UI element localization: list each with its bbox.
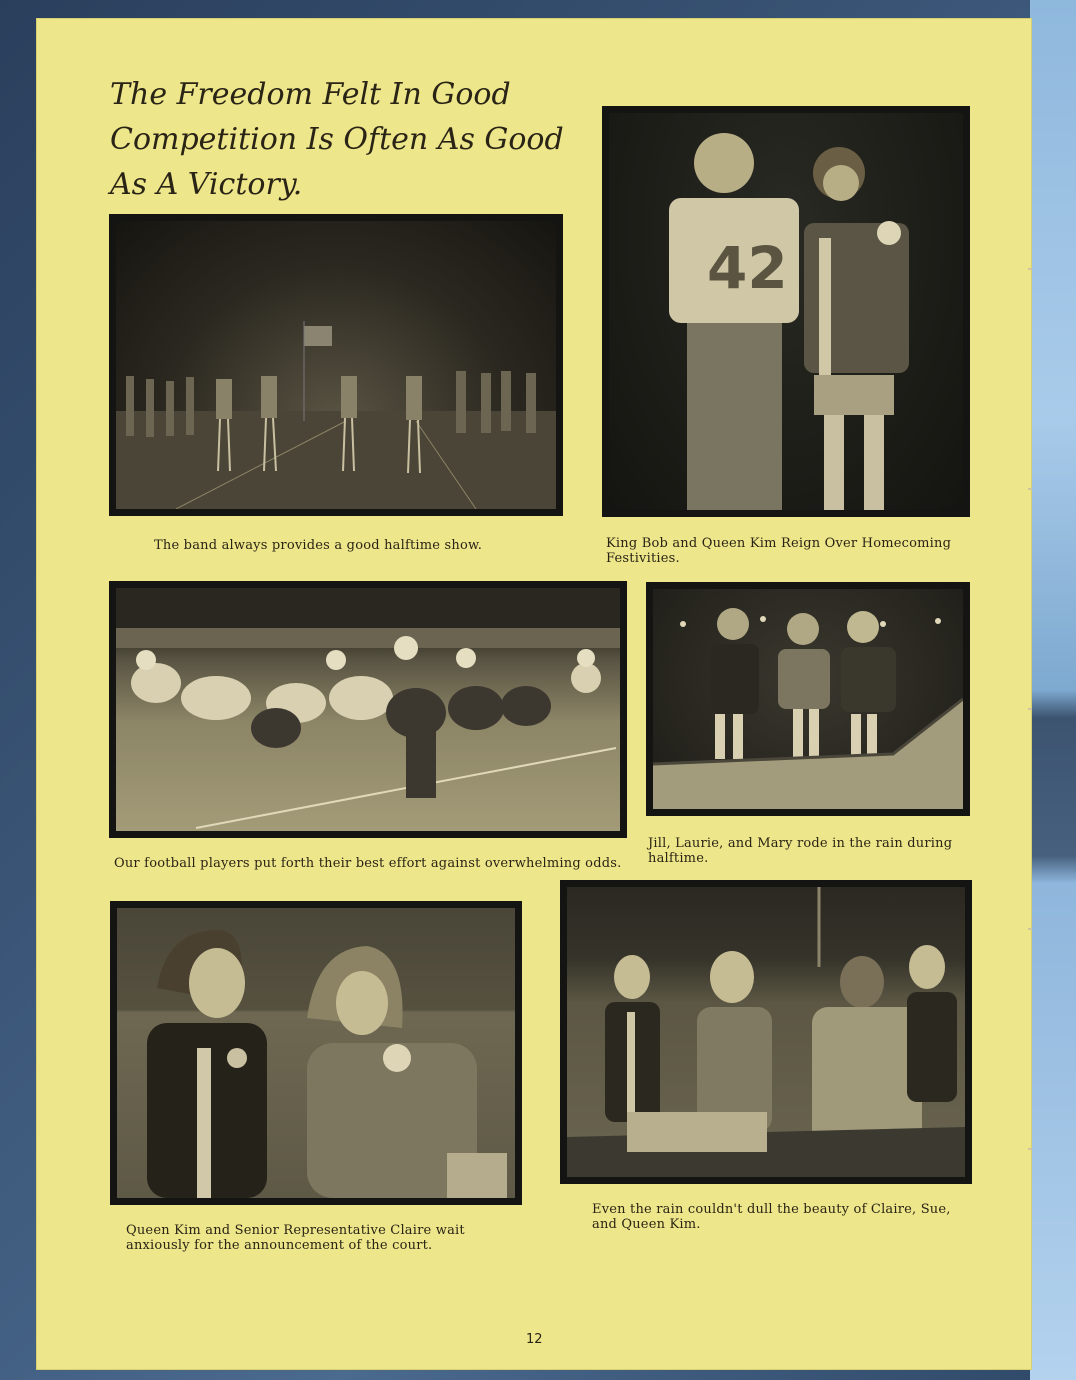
football-photo <box>109 581 627 838</box>
right-edge-strip <box>1030 0 1076 1380</box>
page-title: The Freedom Felt In Good Competition Is Often As Good As A Victory. <box>110 77 564 202</box>
binding-stitch <box>1028 268 1032 270</box>
binding-stitch <box>1028 928 1032 930</box>
car-ride-caption: Jill, Laurie, and Mary rode in the rain during halftime. <box>648 836 953 866</box>
car-ride-photo <box>646 582 970 816</box>
jersey-number: 42 <box>707 234 788 302</box>
queen-claire-photo-image <box>117 908 515 1198</box>
king-queen-caption: King Bob and Queen Kim Reign Over Homecoming Festivities. <box>606 536 952 566</box>
car-ride-photo-image <box>653 589 963 809</box>
king-queen-photo <box>602 106 970 517</box>
king-queen-photo-image <box>609 113 963 510</box>
band-photo <box>109 214 563 516</box>
queen-claire-caption: Queen Kim and Senior Representative Claire wait anxiously for the announcement of the court. <box>126 1223 465 1253</box>
rain-photo-image <box>567 887 965 1177</box>
football-photo-image <box>116 588 620 831</box>
football-caption: Our football players put forth their best effort against overwhelming odds. <box>114 856 622 871</box>
binding-stitch <box>1028 708 1032 710</box>
rain-caption: Even the rain couldn't dull the beauty of Claire, Sue, and Queen Kim. <box>592 1202 951 1232</box>
rain-photo <box>560 880 972 1184</box>
binding-stitch <box>1028 1148 1032 1150</box>
binding-stitch <box>1028 488 1032 490</box>
queen-claire-photo <box>110 901 522 1205</box>
band-photo-image <box>116 221 556 509</box>
yearbook-page <box>36 18 1032 1370</box>
page-number: 12 <box>526 1332 543 1347</box>
band-caption: The band always provides a good halftime show. <box>154 538 483 553</box>
